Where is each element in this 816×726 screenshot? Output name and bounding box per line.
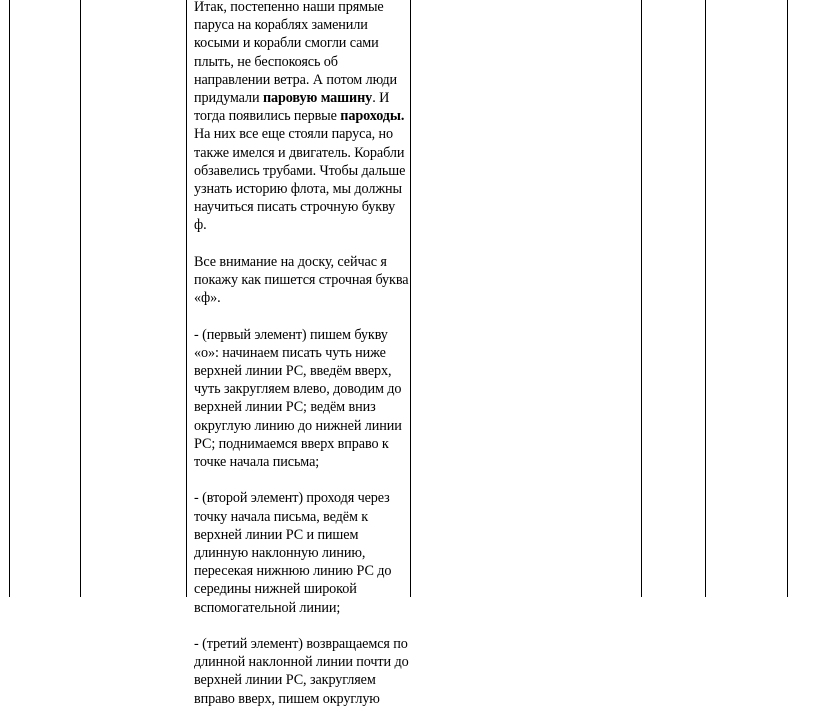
table-border-col-2 (186, 0, 187, 597)
text-segment: - (третий элемент) возвращаемся по длинной наклонной линии почти до верхней линии РС, закругляем вправо вверх, пишем округлую (194, 636, 409, 707)
bold-term-steamships: пароходы. (340, 108, 405, 125)
paragraph-second-element (194, 489, 410, 616)
table-border-col-5 (705, 0, 706, 597)
bold-term-steam-engine: паровую машину (262, 90, 373, 107)
table-border-col-1 (80, 0, 81, 597)
paragraph-board-attention (194, 253, 410, 308)
table-border-col-4 (641, 0, 642, 597)
text-segment: Все внимание на доску, сейчас я покажу как пишется строчная буква «ф». (194, 253, 409, 307)
text-segment: - (второй элемент) проходя через точку начала письма, ведём к верхней линии РС и пишем длинную наклонную линию, пересекая нижнюю линию РС до середины нижней широкой вспомогательной линии; (194, 490, 392, 616)
table-border-right (787, 0, 788, 597)
text-segment: - (первый элемент) пишем букву «о»: начинаем писать чуть ниже верхней линии РС, введём вверх, чуть закругляем влево, доводим до верхней линии РС; ведём вниз округлую линию до нижней линии РС; поднимаемся вверх вправо к точке начала письма; (194, 326, 402, 471)
table-border-col-3 (410, 0, 411, 597)
lesson-content-cell (194, 0, 410, 726)
text-segment: . И тогда появились первые (194, 90, 390, 125)
paragraph-third-element (194, 635, 410, 708)
text-segment: На них все еще стояли паруса, но также имелся и двигатель. Корабли обзавелись трубами. Чтобы дальше узнать историю флота, мы должны научиться писать строчную букву ф. (194, 126, 406, 234)
paragraph-sails-and-steamships (194, 0, 410, 235)
text-segment: Итак, постепенно наши прямые паруса на кораблях заменили косыми и корабли смогли сами плыть, не беспокоясь об направлении ветра. А потом люди придумали (194, 0, 397, 107)
paragraph-first-element (194, 326, 410, 472)
table-border-left (9, 0, 10, 597)
